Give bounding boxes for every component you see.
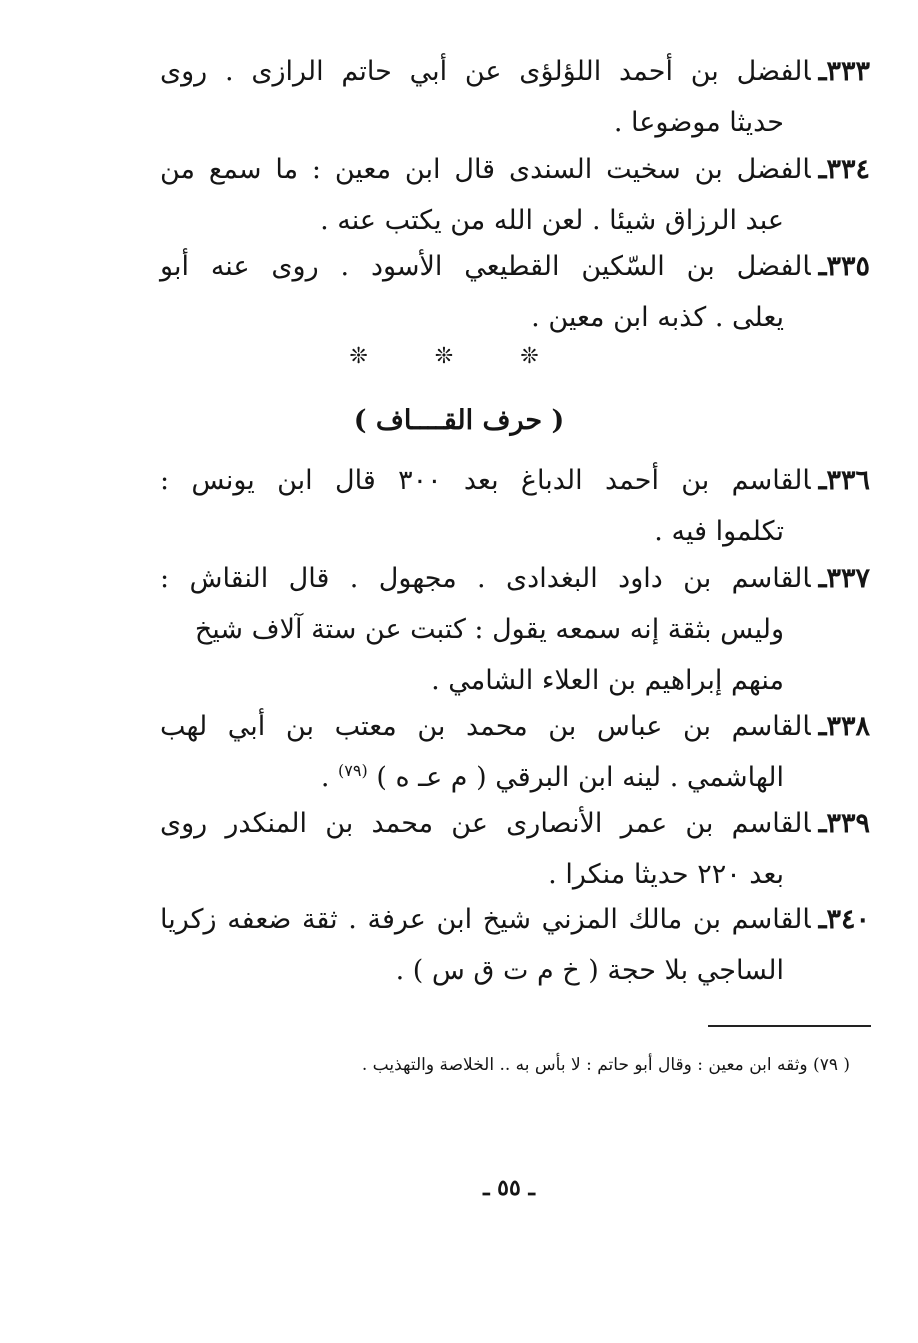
entry-continuation: منهم إبراهيم بن العلاء الشامي . [431,665,784,696]
entry-line [160,144,870,195]
entry-337 [160,553,870,706]
section-heading: ( حرف القــــاف ) [353,405,565,436]
entry-continuation: عبد الرزاق شيئا . لعن الله من يكتب عنه . [320,205,784,236]
section-separator: ❊ ❊ ❊ [349,344,569,369]
entry-continuation: بعد ٢٢٠ حديثا منكرا . [548,859,784,890]
entry-text: الفضل بن سخيت السندى قال ابن معين : ما سمع من [160,154,811,185]
entry-text: القاسم بن داود البغدادى . مجهول . قال النقاش : [160,563,811,594]
entry-continuation: الساجي بلا حجة ( خ م ت ق س ) . [395,955,784,986]
entry-text: القاسم بن مالك المزني شيخ ابن عرفة . ثقة ضعفه زكريا [160,904,811,935]
entry-number: ٣٣٧ـ [818,563,870,594]
entry-text: القاسم بن عباس بن محمد بن معتب بن أبي لهب [160,711,811,742]
entry-line [160,701,870,752]
entry-number: ٣٣٨ـ [818,711,870,742]
entry-text: القاسم بن عمر الأنصارى عن محمد بن المنكدر روى [160,808,811,839]
entry-number: ٣٣٦ـ [818,465,870,496]
entry-line [160,46,870,97]
entry-number: ٣٣٣ـ [818,56,870,87]
entry-text: الهاشمي . لينه ابن البرقي ( م عـ ه ) [376,762,784,793]
entry-338 [160,701,870,803]
entry-340 [160,894,870,996]
footnote-reference[interactable]: (٧٩) [338,761,368,780]
entry-continuation [160,752,870,803]
entry-335 [160,241,870,343]
page-number: ـ ٥٥ ـ [483,1175,535,1201]
entry-text-end: . [320,762,330,793]
entry-continuation: يعلى . كذبه ابن معين . [531,302,784,333]
entry-text: القاسم بن أحمد الدباغ بعد ٣٠٠ قال ابن يونس : [160,465,811,496]
entry-number: ٣٣٥ـ [818,251,870,282]
entry-continuation: وليس بثقة إنه سمعه يقول : كتبت عن ستة آلاف شيخ [194,614,784,645]
footnote: ( ٧٩) وثقه ابن معين : وقال أبو حاتم : لا بأس به .. الخلاصة والتهذيب . [361,1055,850,1075]
entry-number: ٣٤٠ـ [818,904,870,935]
entry-line [160,241,870,292]
entry-continuation: حديثا موضوعا . [613,107,784,138]
entry-334 [160,144,870,246]
footnote-divider [708,1025,871,1027]
entry-line [160,798,870,849]
entry-number: ٣٣٤ـ [818,154,870,185]
entry-text: الفضل بن أحمد اللؤلؤى عن أبي حاتم الرازى . روى [160,56,811,87]
entry-line [160,894,870,945]
entry-339 [160,798,870,900]
entry-336 [160,455,870,557]
entry-333 [160,46,870,148]
entry-text: الفضل بن السّكين القطيعي الأسود . روى عنه أبو [160,251,811,282]
entry-line [160,553,870,604]
entry-continuation: تكلموا فيه . [654,516,784,547]
entry-line [160,455,870,506]
entry-number: ٣٣٩ـ [818,808,870,839]
